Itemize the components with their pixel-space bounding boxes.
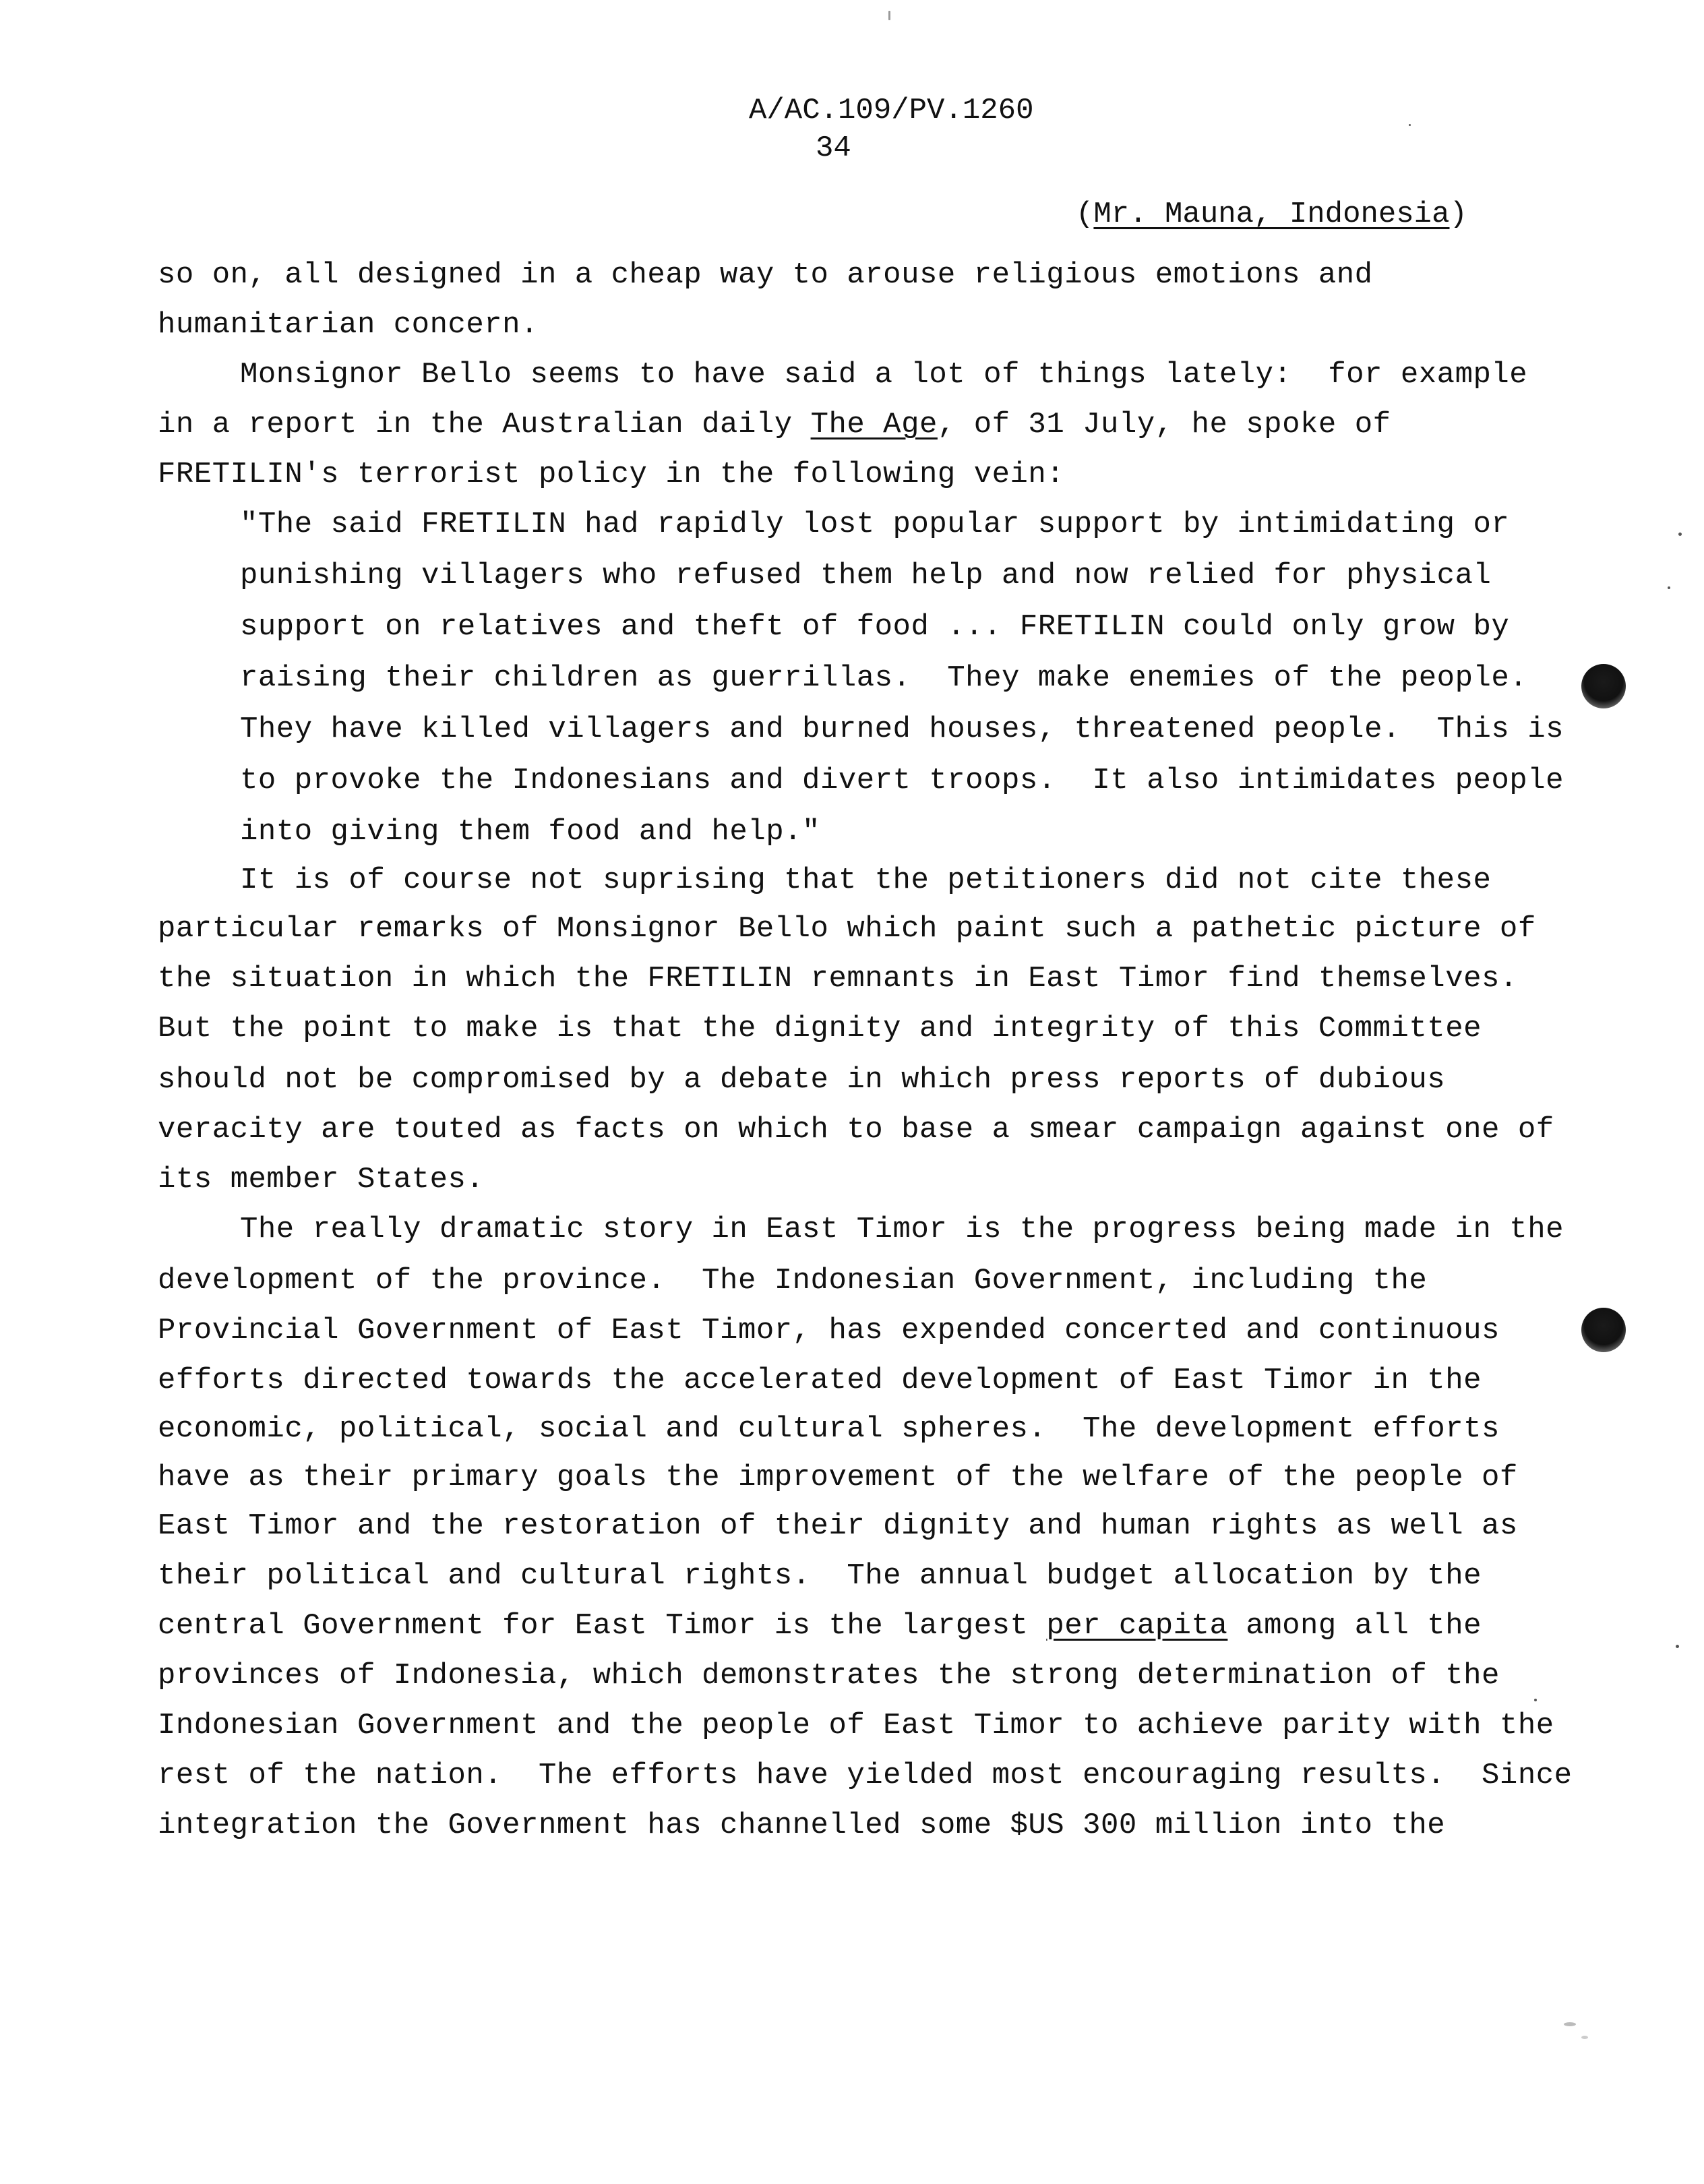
text-line: rest of the nation. The efforts have yielded most encouraging results. Since [158, 1759, 1573, 1792]
text-line: FRETILIN's terrorist policy in the following vein: [158, 458, 1065, 491]
quote-line: to provoke the Indonesians and divert troops. It also intimidates people [240, 764, 1564, 797]
text-line: integration the Government has channelled some $US 300 million into the [158, 1809, 1446, 1842]
text-line: Indonesian Government and the people of East Timor to achieve parity with the [158, 1709, 1554, 1742]
text-line: so on, all designed in a cheap way to arouse religious emotions and [158, 258, 1373, 292]
text-line [158, 406, 1391, 444]
scan-speck [1409, 124, 1411, 126]
text-segment: central Government for East Timor is the largest [158, 1609, 1047, 1643]
text-line: their political and cultural rights. The annual budget allocation by the [158, 1559, 1482, 1593]
quote-line: support on relatives and theft of food ... FRETILIN could only grow by [240, 610, 1510, 644]
speaker-name: Mr. Mauna, Indonesia [1093, 198, 1450, 231]
punch-hole [1581, 1308, 1626, 1352]
scan-speck [1581, 2036, 1588, 2039]
punch-hole [1581, 664, 1626, 708]
scan-speck [888, 11, 890, 20]
text-line: efforts directed towards the accelerated development of East Timor in the [158, 1364, 1482, 1397]
text-segment: among all the [1227, 1609, 1482, 1643]
text-line: But the point to make is that the dignity and integrity of this Committee [158, 1012, 1482, 1045]
text-line: provinces of Indonesia, which demonstrates the strong determination of the [158, 1659, 1500, 1693]
text-line: veracity are touted as facts on which to base a smear campaign against one of [158, 1113, 1554, 1147]
quote-line: into giving them food and help." [240, 815, 820, 849]
quote-line: "The said FRETILIN had rapidly lost popular support by intimidating or [240, 508, 1510, 541]
page-number: 34 [816, 131, 851, 165]
quote-line: raising their children as guerrillas. They make enemies of the people. [240, 661, 1528, 695]
speaker-close-paren: ) [1449, 198, 1467, 231]
scan-speck [1676, 1645, 1679, 1648]
text-segment: in a report in the Australian daily [158, 408, 811, 442]
quote-line: punishing villagers who refused them help and now relied for physical [240, 559, 1492, 593]
scan-speck [1678, 533, 1682, 536]
scan-speck [1564, 2022, 1576, 2026]
scan-speck [1534, 1699, 1537, 1701]
text-line: development of the province. The Indonesian Government, including the [158, 1264, 1428, 1298]
scan-speck [1668, 586, 1670, 589]
text-line: economic, political, social and cultural spheres. The development efforts [158, 1412, 1500, 1446]
text-line: It is of course not suprising that the petitioners did not cite these [240, 863, 1492, 897]
text-line: have as their primary goals the improvement of the welfare of the people of [158, 1461, 1518, 1494]
publication-title: The Age [810, 408, 938, 442]
text-line: Monsignor Bello seems to have said a lot of things lately: for example [240, 358, 1528, 392]
text-line: humanitarian concern. [158, 308, 539, 342]
quote-line: They have killed villagers and burned houses, threatened people. This is [240, 712, 1564, 746]
text-segment: , of 31 July, he spoke of [937, 408, 1391, 442]
text-line: Provincial Government of East Timor, has expended concerted and continuous [158, 1314, 1500, 1347]
document-symbol: A/AC.109/PV.1260 [749, 94, 1034, 127]
emphasized-term: per capita [1046, 1609, 1228, 1643]
text-line: The really dramatic story in East Timor is the progress being made in the [240, 1213, 1564, 1246]
speaker-attribution [1076, 195, 1467, 233]
speaker-open-paren: ( [1076, 198, 1094, 231]
text-line: the situation in which the FRETILIN remnants in East Timor find themselves. [158, 962, 1518, 996]
text-line: its member States. [158, 1163, 485, 1196]
text-line: particular remarks of Monsignor Bello which paint such a pathetic picture of [158, 912, 1536, 946]
text-line: should not be compromised by a debate in which press reports of dubious [158, 1063, 1446, 1097]
text-line: East Timor and the restoration of their dignity and human rights as well as [158, 1509, 1518, 1543]
text-line [158, 1607, 1482, 1645]
